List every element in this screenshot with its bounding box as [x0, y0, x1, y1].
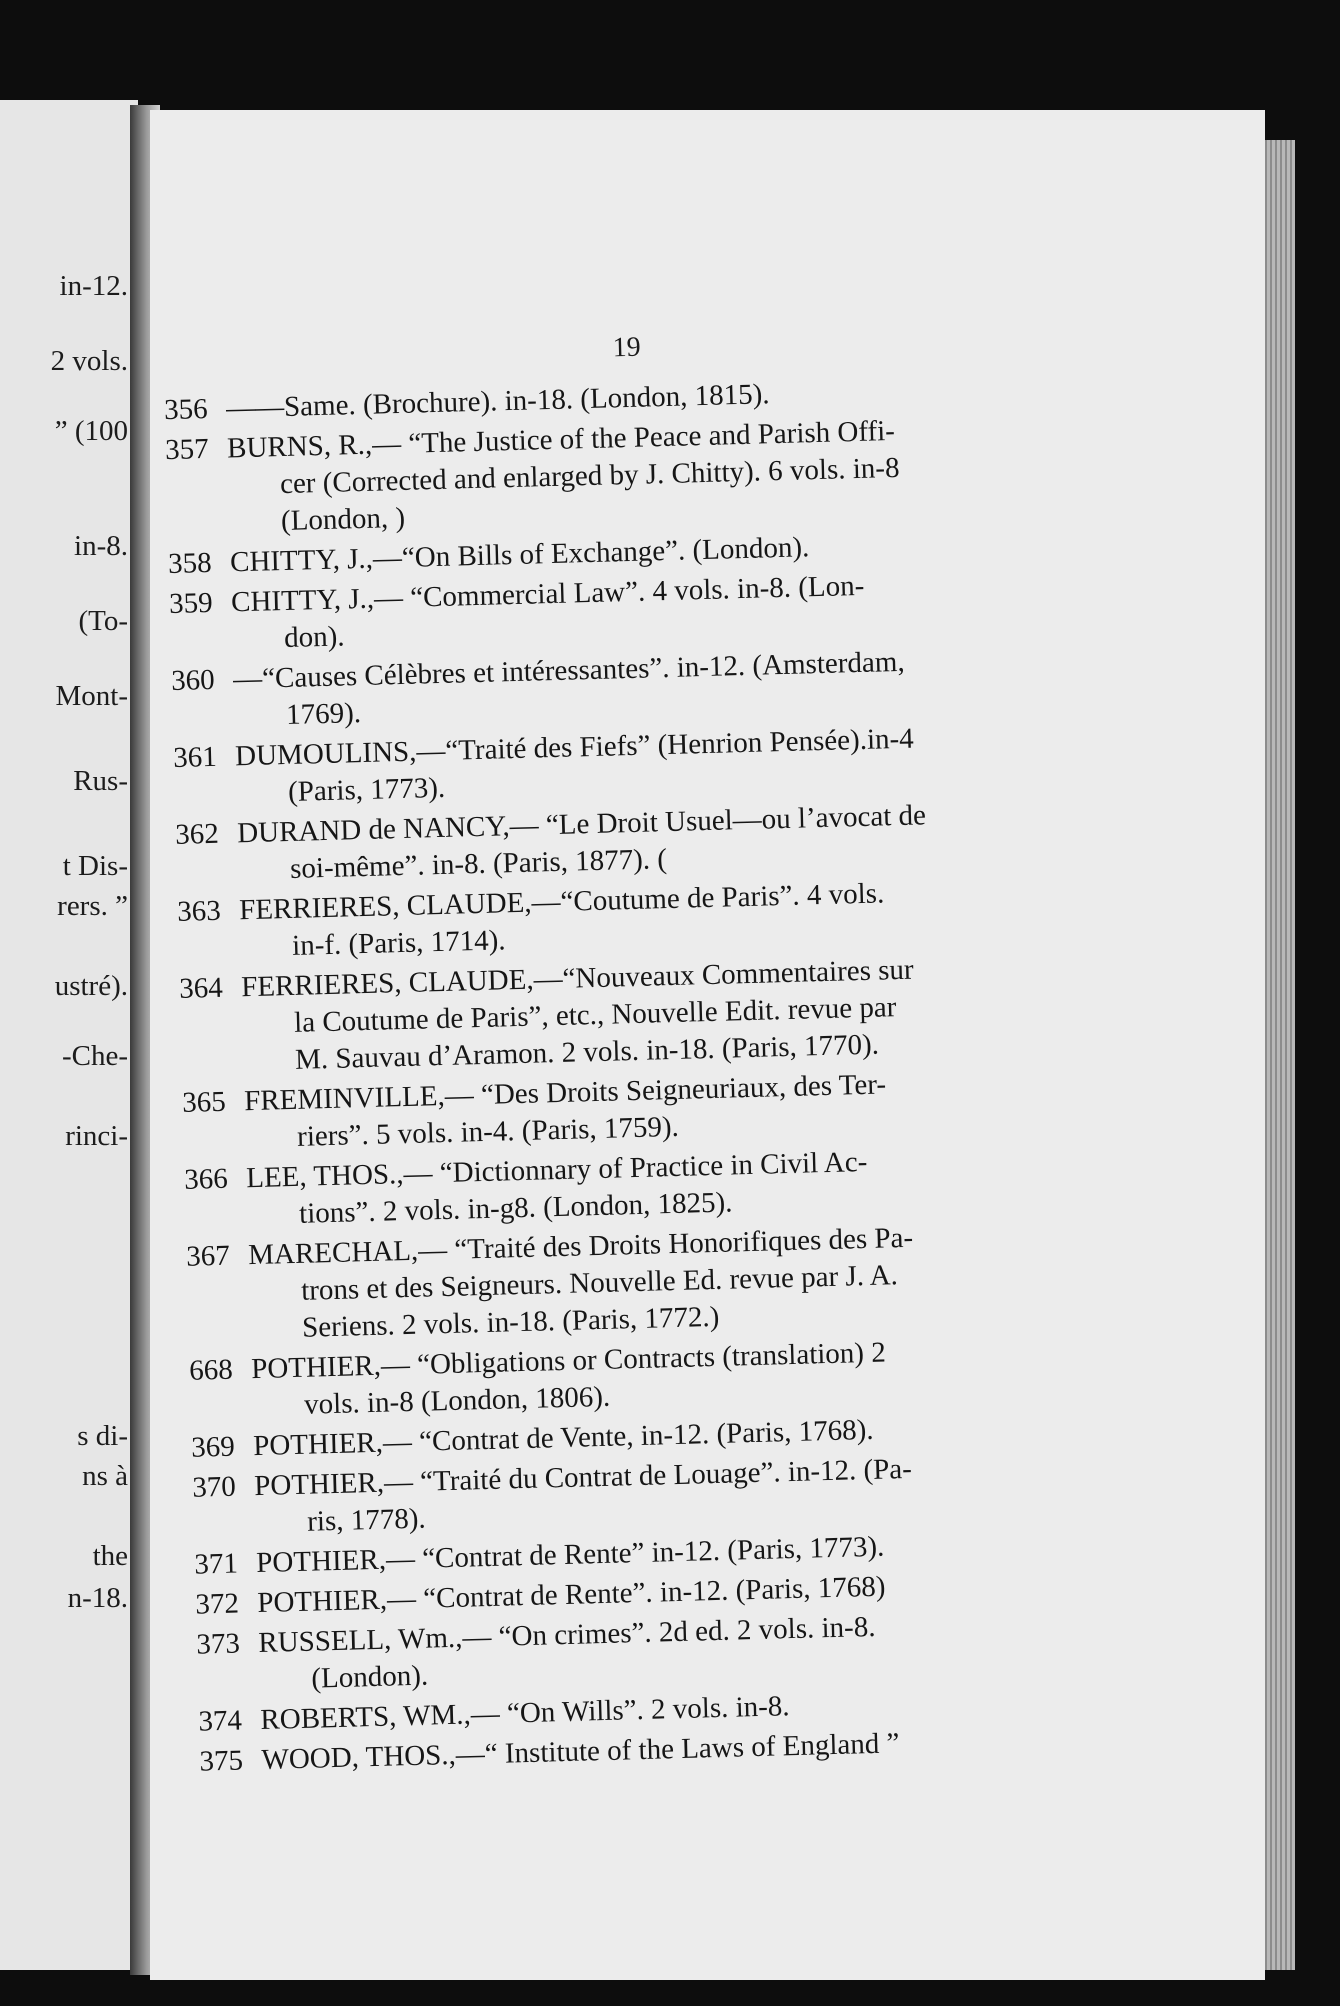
entry-line: DURAND de NANCY,— “Le Droit Usuel—ou l’avocat de [236, 799, 927, 850]
left-page-fragment: rinci- [65, 1120, 128, 1152]
entry-line: DUMOULINS,—“Traité des Fiefs” (Henrion Pensée).in-4 [234, 722, 915, 773]
entry-number: 367 [185, 1239, 231, 1273]
left-page-fragment: ” (100 [54, 415, 128, 447]
entry-line: M. Sauvau d’Aramon. 2 vols. in-18. (Paris, 1770). [294, 1028, 880, 1076]
entry-number: 360 [170, 663, 216, 697]
left-page-fragment: 2 vols. [50, 345, 128, 377]
entry-line: soi-même”. in-8. (Paris, 1877). ( [289, 843, 668, 885]
entry-number: 364 [178, 971, 224, 1005]
entry-line: cer (Corrected and enlarged by J. Chitty). 6 vols. in-8 [279, 451, 900, 501]
entry-line: —“Causes Célèbres et intéressantes”. in-12. (Amsterdam, [232, 645, 906, 696]
entry-line: in-f. (Paris, 1714). [291, 924, 506, 962]
left-page-fragment: in-12. [59, 270, 128, 302]
entry-number: 366 [183, 1162, 229, 1196]
entry-line: WOOD, THOS.,—“ Institute of the Laws of England ” [261, 1727, 900, 1776]
entry-number: 363 [176, 894, 222, 928]
catalog-entries [164, 365, 1240, 1784]
entry-line: (London). [310, 1659, 429, 1695]
entry-number: 370 [191, 1470, 237, 1504]
entry-line: trons et des Seigneurs. Nouvelle Ed. revue par J. A. [300, 1259, 899, 1307]
left-page-fragment: Mont- [55, 680, 128, 712]
entry-line: FERRIERES, CLAUDE,—“Nouveaux Commentaires sur [240, 953, 915, 1004]
left-page-fragment: in-8. [74, 530, 128, 562]
entry-line: POTHIER,— “Obligations or Contracts (translation) 2 [250, 1336, 887, 1386]
entry-line: CHITTY, J.,— “Commercial Law”. 4 vols. in-8. (Lon- [230, 569, 865, 619]
entry-number: 371 [193, 1547, 239, 1581]
entry-line: FERRIERES, CLAUDE,—“Coutume de Paris”. 4 vols. [238, 877, 885, 927]
entry-line: POTHIER,— “Contrat de Vente, in-12. (Paris, 1768). [252, 1413, 874, 1463]
left-page-fragment: (To- [78, 605, 128, 637]
page-number: 19 [612, 331, 642, 364]
left-page-fragment: n-18. [67, 1582, 128, 1614]
entry-line: BURNS, R.,— “The Justice of the Peace and Parish Offi- [226, 414, 896, 465]
entry-number: 362 [174, 817, 220, 851]
entry-number: 668 [188, 1353, 234, 1387]
entry-line: RUSSELL, Wm.,— “On crimes”. 2d ed. 2 vols. in-8. [257, 1610, 876, 1660]
entry-number: 374 [198, 1704, 243, 1738]
entry-line: 1769). [285, 697, 362, 731]
entry-line: POTHIER,— “Contrat de Rente” in-12. (Paris, 1773). [255, 1530, 885, 1580]
left-page-fragment: Rus- [73, 765, 128, 797]
entry-line: la Coutume de Paris”, etc., Nouvelle Edit. revue par [293, 991, 897, 1039]
entry-line: POTHIER,— “Contrat de Rente”. in-12. (Paris, 1768) [256, 1570, 886, 1620]
entry-number: 375 [199, 1744, 244, 1778]
entry-number: 372 [194, 1587, 240, 1621]
entry-line: ris, 1778). [306, 1502, 427, 1538]
entry-line: LEE, THOS.,— “Dictionnary of Practice in Civil Ac- [245, 1145, 868, 1195]
entry-number: 361 [172, 740, 218, 774]
left-facing-page [0, 100, 138, 1970]
entry-text [241, 944, 1222, 1081]
entry-number: 357 [164, 432, 210, 467]
left-page-fragment: -Che- [61, 1040, 128, 1072]
right-page [150, 110, 1265, 1980]
entry-line: vols. in-8 (London, 1806). [303, 1380, 611, 1421]
left-page-fragment: rers. ” [57, 890, 128, 922]
entry-number: 356 [163, 392, 209, 427]
entry-number: 365 [181, 1085, 227, 1119]
entry-line: POTHIER,— “Traité du Contrat de Louage”. in-12. (Pa- [253, 1452, 913, 1503]
entry-text [227, 405, 1208, 542]
left-page-fragment: ns à [82, 1460, 128, 1492]
entry-line: CHITTY, J.,—“On Bills of Exchange”. (London). [229, 531, 810, 579]
entry-line: (London, ) [280, 501, 406, 538]
left-page-fragment: the [92, 1540, 128, 1572]
left-page-fragment: s di- [77, 1420, 128, 1452]
entry-line: FREMINVILLE,— “Des Droits Seigneuriaux, des Ter- [243, 1068, 887, 1118]
entry-line: ——Same. (Brochure). in-18. (London, 1815). [225, 378, 770, 425]
entry-text [248, 1212, 1229, 1349]
entry-line: don). [283, 620, 345, 655]
entry-line: (Paris, 1773). [287, 771, 446, 808]
entry-line: tions”. 2 vols. in-g8. (London, 1825). [298, 1186, 733, 1230]
entry-number: 358 [167, 546, 213, 581]
left-page-fragment: t Dis- [62, 850, 128, 882]
entry-number: 369 [190, 1430, 236, 1464]
entry-number: 359 [168, 586, 214, 621]
entry-number: 373 [196, 1627, 241, 1661]
entry-line: ROBERTS, WM.,— “On Wills”. 2 vols. in-8. [260, 1690, 790, 1737]
entry-line: MARECHAL,— “Traité des Droits Honorifiques des Pa- [247, 1221, 914, 1272]
left-page-fragment: ustré). [54, 970, 128, 1002]
entry-line: riers”. 5 vols. in-4. (Paris, 1759). [296, 1110, 680, 1153]
entry-line: Seriens. 2 vols. in-18. (Paris, 1772.) [301, 1300, 720, 1344]
text-block [127, 96, 1291, 1995]
